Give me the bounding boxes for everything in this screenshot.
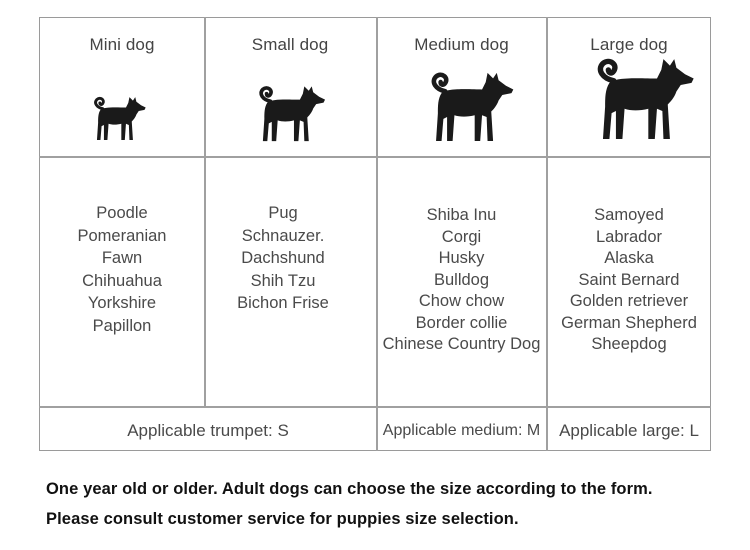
grid-line <box>39 406 711 408</box>
list-item: Golden retriever <box>569 292 689 310</box>
list-item: Bichon Frise <box>237 294 329 312</box>
applicable-size-small: Applicable trumpet: S <box>127 421 289 440</box>
list-item: Chihuahua <box>82 271 162 290</box>
list-item: Husky <box>438 249 485 267</box>
header-small-dog: Small dog <box>251 35 329 54</box>
dog-silhouette-icon <box>90 93 148 143</box>
list-item: Sheepdog <box>591 335 667 353</box>
applicable-size-large: Applicable large: L <box>559 421 699 440</box>
header-mini-dog: Mini dog <box>89 35 155 54</box>
list-item: German Shepherd <box>561 313 697 332</box>
breed-list-large <box>547 205 711 356</box>
list-item: Pomeranian <box>77 226 167 245</box>
header-medium-dog: Medium dog <box>414 35 509 54</box>
breed-list-mini <box>40 202 204 337</box>
list-item: Chow chow <box>418 292 505 310</box>
breed-list-medium <box>377 205 546 356</box>
list-item: Labrador <box>595 227 663 246</box>
dog-silhouette-icon <box>590 53 698 143</box>
list-item: Border collie <box>415 313 508 332</box>
list-item: Dachshund <box>241 249 325 267</box>
list-item: Shiba Inu <box>426 206 497 224</box>
grid-line <box>39 156 711 158</box>
applicable-size-medium: Applicable medium: M <box>382 422 541 439</box>
list-item: Alaska <box>604 249 654 267</box>
list-item: Corgi <box>441 227 482 246</box>
list-item: Bulldog <box>433 270 490 289</box>
header-large-dog: Large dog <box>590 35 668 54</box>
dog-silhouette-icon <box>254 82 328 144</box>
list-item: Poodle <box>96 204 148 222</box>
note-puppies: Please consult customer service for puppies size selection. <box>46 510 519 528</box>
list-item: Shih Tzu <box>250 271 316 290</box>
list-item: Papillon <box>92 316 152 335</box>
list-item: Samoyed <box>594 206 664 224</box>
list-item: Yorkshire <box>87 294 157 312</box>
list-item: Pug <box>268 204 298 222</box>
list-item: Schnauzer. <box>241 226 325 245</box>
list-item: Chinese Country Dog <box>382 335 541 353</box>
dog-silhouette-icon <box>425 68 517 144</box>
breed-list-small <box>198 202 368 315</box>
note-adult-dogs: One year old or older. Adult dogs can choose the size according to the form. <box>46 480 653 498</box>
list-item: Saint Bernard <box>578 270 680 289</box>
list-item: Fawn <box>101 249 143 267</box>
